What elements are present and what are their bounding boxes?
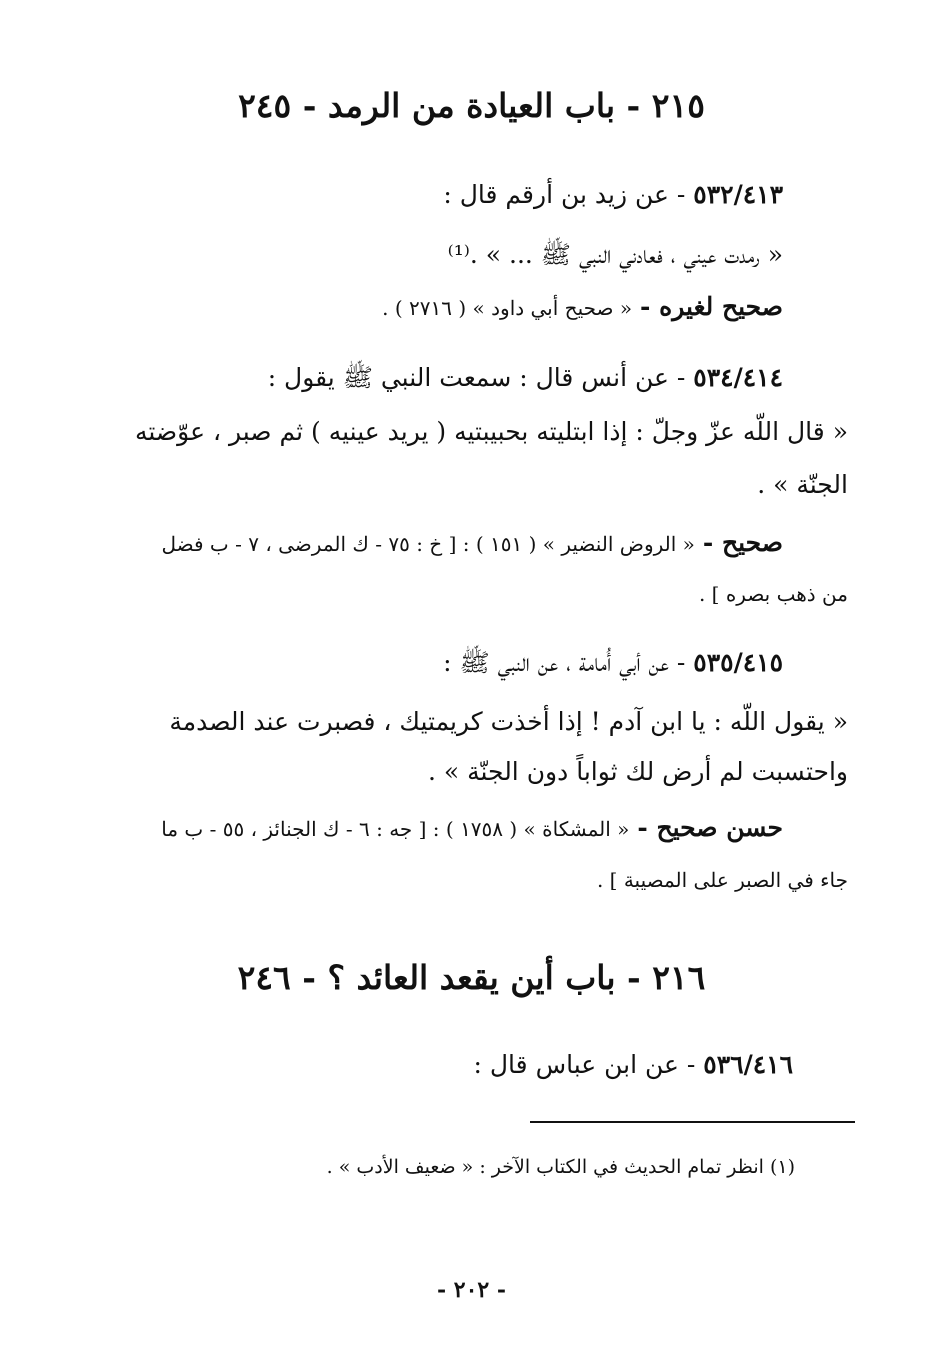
hadith-number: ٥٣٥/٤١٥ <box>693 648 783 677</box>
footnote-separator <box>530 1121 855 1123</box>
footnote: (١) انظر تمام الحديث في الكتاب الآخر : « ضعيف الأدب » . <box>326 1156 795 1178</box>
hadith-414-grading-line-2: من ذهب بصره ] . <box>698 582 848 606</box>
grade-label: حسن صحيح - <box>637 813 783 842</box>
hadith-number: ٥٣٢/٤١٣ <box>693 180 783 209</box>
hadith-415-text-line-1: « يقول اللّه : يا ابن آدم ! إذا أخذت كريمتيك ، فصبرت عند الصدمة <box>169 707 848 736</box>
hadith-number: ٥٣٦/٤١٦ <box>703 1050 793 1079</box>
hadith-414-intro-line <box>268 363 783 393</box>
hadith-413-intro-line <box>443 180 783 210</box>
hadith-intro: - عن ابن عباس قال : <box>473 1050 696 1079</box>
chapter-216-heading: ٢١٦ - باب أين يقعد العائد ؟ - ٢٤٦ <box>237 958 706 997</box>
grade-reference: « الروض النضير » ( ١٥١ ) : [ خ : ٧٥ - ك المرضى ، ٧ - ب فضل <box>161 532 695 556</box>
grade-reference: « صحيح أبي داود » ( ٢٧١٦ ) . <box>382 296 633 320</box>
page-number: - ٢٠٢ - <box>436 1277 507 1303</box>
grade-label: صحيح - <box>702 528 783 557</box>
hadith-intro: - عن أبي أُمامة ، عن النبي ﷺ : <box>443 648 686 677</box>
hadith-413-text: « رمدت عيني ، فعادني النبي ﷺ ... » .⁽¹⁾ <box>447 240 783 269</box>
hadith-414-grading-line-1 <box>162 528 784 558</box>
hadith-number: ٥٣٤/٤١٤ <box>693 363 783 392</box>
hadith-415-intro-line <box>443 648 783 678</box>
hadith-415-text-line-2: واحتسبت لم أرض لك ثواباً دون الجنّة » . <box>427 757 848 786</box>
hadith-intro: - عن زيد بن أرقم قال : <box>443 180 686 209</box>
grade-label: صحيح لغيره - <box>640 292 783 321</box>
hadith-intro: - عن أنس قال : سمعت النبي ﷺ يقول : <box>267 363 686 392</box>
chapter-215-heading: ٢١٥ - باب العيادة من الرمد - ٢٤٥ <box>238 86 705 125</box>
hadith-414-text-line-2: الجنّة » . <box>757 470 848 499</box>
grade-reference: « المشكاة » ( ١٧٥٨ ) : [ جه : ٦ - ك الجنائز ، ٥٥ - ب ما <box>161 817 630 841</box>
hadith-413-grading <box>382 292 783 322</box>
hadith-414-text-line-1: « قال اللّه عزّ وجلّ : إذا ابتليته بحبيبتيه ( يريد عينيه ) ثم صبر ، عوّضته <box>134 417 848 446</box>
hadith-415-grading-line-1 <box>161 813 783 843</box>
hadith-415-grading-line-2: جاء في الصبر على المصيبة ] . <box>596 868 848 892</box>
hadith-416-intro-line <box>474 1050 793 1080</box>
